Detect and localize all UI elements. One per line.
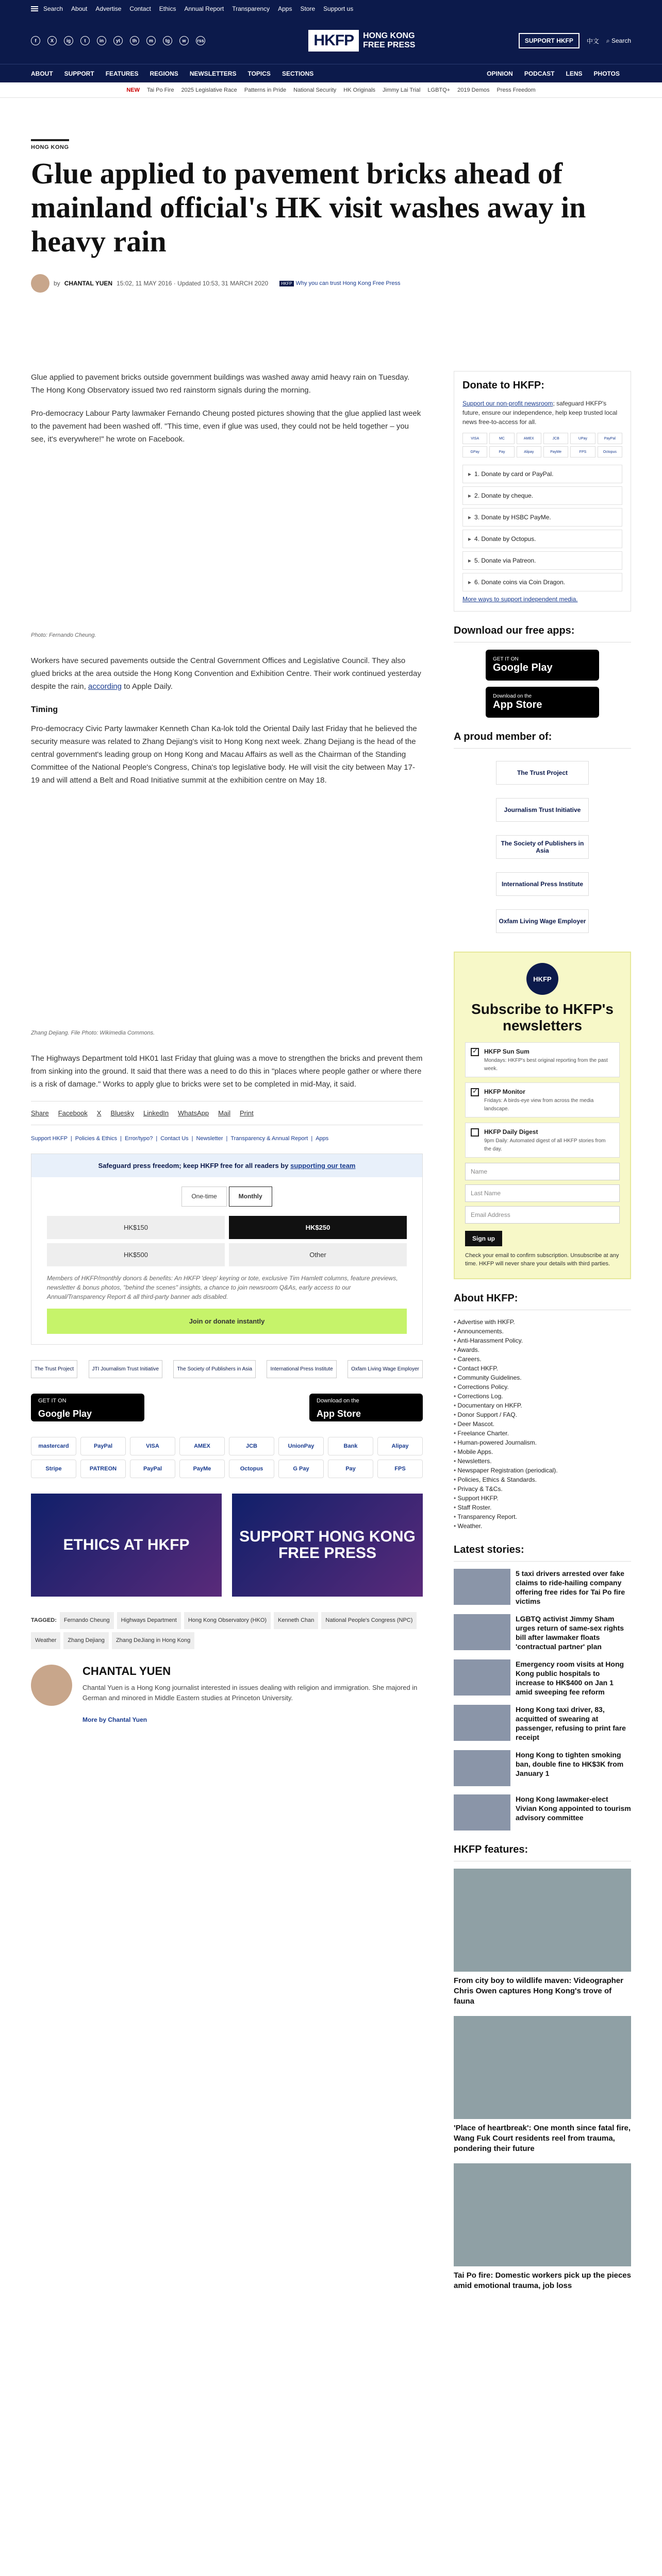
nav-photos[interactable]: PHOTOS (593, 70, 620, 77)
amount-option[interactable]: HK$150 (47, 1216, 225, 1239)
about-link[interactable]: • Human-powered Journalism. (454, 1438, 631, 1447)
payment-methods (31, 1437, 423, 1478)
payment-icon: Bank (328, 1437, 373, 1455)
header-actions (519, 33, 631, 48)
footer-link[interactable]: Contact Us (160, 1136, 189, 1142)
donate-title: Donate to HKFP: (462, 380, 544, 391)
sidebar-features (454, 1844, 631, 2291)
sidebar-google-play[interactable]: GET IT ON Google Play (486, 650, 599, 681)
share-linkedin[interactable]: LinkedIn (143, 1109, 169, 1117)
story-thumbnail[interactable] (454, 1750, 510, 1786)
payment-icon: AMEX (517, 433, 541, 444)
language-switch[interactable]: 中文 (586, 37, 599, 45)
latest-story[interactable] (454, 1614, 631, 1651)
ipi-logo[interactable]: International Press Institute (267, 1360, 336, 1378)
instagram-icon[interactable]: ig (64, 36, 73, 45)
donate-option[interactable]: ▸ 3. Donate by HSBC PayMe. (462, 508, 622, 527)
email-input[interactable]: Email Address (465, 1206, 620, 1224)
trending-item[interactable]: National Security (293, 87, 337, 93)
member-logo[interactable]: The Society of Publishers in Asia (496, 835, 589, 859)
topbar-support[interactable]: Support us (323, 5, 354, 12)
nav-lens[interactable]: LENS (566, 70, 583, 77)
topbar-about[interactable]: About (71, 5, 88, 12)
about-link[interactable]: • Deer Mascot. (454, 1419, 631, 1429)
rss-icon[interactable]: rss (196, 36, 205, 45)
sidebar-latest (454, 1544, 631, 1831)
footer-link[interactable]: Error/typo? (124, 1136, 153, 1142)
payment-icon: VISA (462, 433, 487, 444)
about-link[interactable]: • Policies, Ethics & Standards. (454, 1475, 631, 1484)
threads-icon[interactable]: th (130, 36, 139, 45)
payment-icon: Alipay (517, 446, 541, 457)
article-headline: Glue applied to pavement bricks ahead of mainland official's HK visit washes away in heavy rain (31, 157, 586, 258)
ethics-video-promo[interactable]: ETHICS AT HKFP (31, 1494, 222, 1597)
about-link[interactable]: • Advertise with HKFP. (454, 1317, 631, 1327)
payment-icon: AMEX (179, 1437, 225, 1455)
story-headline[interactable]: LGBTQ activist Jimmy Sham urges return of same-sex rights bill after lawmaker floats 'contractual partner' plan (516, 1615, 624, 1651)
tag[interactable]: Highways Department (117, 1612, 181, 1629)
whatsapp-icon[interactable]: w (179, 36, 189, 45)
latest-story[interactable] (454, 1705, 631, 1742)
feature-headline[interactable]: 'Place of heartbreak': One month since fatal fire, Wang Fuk Court residents reel from trauma, pondering their future (454, 2124, 631, 2153)
latest-story[interactable] (454, 1659, 631, 1697)
payment-icon: G Pay (278, 1460, 324, 1478)
member-logo[interactable]: The Trust Project (496, 761, 589, 785)
tags-label: TAGGED: (31, 1617, 57, 1623)
payment-icon: PayPal (130, 1460, 175, 1478)
share-facebook[interactable]: Facebook (58, 1109, 88, 1117)
app-badges (31, 1394, 423, 1421)
member-logo[interactable]: Oxfam Living Wage Employer (496, 909, 589, 933)
story-headline[interactable]: Hong Kong lawmaker-elect Vivian Kong appointed to tourism advisory committee (516, 1795, 631, 1822)
footer-link[interactable]: Transparency & Annual Report (230, 1136, 308, 1142)
article-header (31, 139, 631, 293)
donate-text: Support our non-profit newsroom; safeguard HKFP's future, ensure our independence, help keep trusted local news free-to-access for all. (462, 400, 618, 426)
sidebar (454, 371, 631, 2304)
about-link[interactable]: • Privacy & T&Cs. (454, 1484, 631, 1494)
share-x[interactable]: X (96, 1109, 102, 1117)
latest-title: Latest stories: (454, 1544, 631, 1562)
member-logos-row (31, 1360, 423, 1378)
about-list (454, 1317, 631, 1531)
author-avatar (31, 274, 49, 293)
hamburger-icon (31, 6, 38, 11)
about-link[interactable]: • Weather. (454, 1521, 631, 1531)
share-bluesky[interactable]: Bluesky (110, 1109, 134, 1117)
photo-caption: Photo: Fernando Cheung. (31, 632, 96, 638)
author-bio (31, 1665, 423, 1726)
newsletter-option[interactable]: ✓ HKFP Sun Sum Mondays: HKFP's best original reporting from the past week. (465, 1042, 620, 1077)
social-icons (31, 36, 205, 45)
article-photo-2 (31, 797, 423, 1024)
story-headline[interactable]: Hong Kong taxi driver, 83, acquitted of swearing at passenger, refusing to print fare receipt (516, 1705, 626, 1741)
tag[interactable]: Fernando Cheung (60, 1612, 114, 1629)
trust-link[interactable]: HKFP Why you can trust Hong Kong Free Press (279, 280, 400, 286)
article-photo-1 (31, 456, 423, 626)
topbar-apps[interactable]: Apps (278, 5, 292, 12)
story-headline[interactable]: Emergency room visits at Hong Kong public hospitals to increase to HK$400 on Jan 1 amid sweeping fee reform (516, 1660, 624, 1696)
main-nav (0, 64, 662, 82)
payment-icon: Octopus (229, 1460, 274, 1478)
tag[interactable]: Kenneth Chan (274, 1612, 318, 1629)
paragraph: Workers have secured pavements outside the Central Government Offices and Legislative Council. They also glued bricks at the area outside the Hong Kong Convention and Exhibition Centre. Their work continued yesterday despite the rain, according to Apple Daily. (31, 656, 421, 691)
trust-project-logo[interactable]: The Trust Project (31, 1360, 77, 1378)
x-icon[interactable]: X (47, 36, 57, 45)
trending-item[interactable]: 2019 Demos (457, 87, 490, 93)
share-bar (31, 1101, 423, 1125)
more-ways-link[interactable]: More ways to support independent media. (462, 596, 578, 603)
tag[interactable]: Zhang DeJiang in Hong Kong (112, 1632, 194, 1649)
share-mail[interactable]: Mail (218, 1109, 230, 1117)
new-badge: NEW (126, 87, 140, 93)
donate-option[interactable]: ▸ 1. Donate by card or PayPal. (462, 465, 622, 483)
paragraph: The Highways Department told HK01 last Friday that gluing was a move to strengthen the bricks and prevent them from sinking into the ground. It said that there was a need to do this in "places where people gather or where there is a risk of damage." Works to apply glue to bricks were set to be completed in mid-May, it said. (31, 1054, 423, 1089)
subheading: Timing (31, 705, 58, 714)
paragraph: Pro-democracy Labour Party lawmaker Fernando Cheung posted pictures showing that the glue applied last week to the pavement had been washed off. "This time, even if glue was used, they could not be held together – you see, it's everywhere!" he wrote on Facebook. (31, 409, 421, 444)
topbar-store[interactable]: Store (300, 5, 316, 12)
story-thumbnail[interactable] (454, 1659, 510, 1696)
payment-icon: PATREON (80, 1460, 126, 1478)
sidebar-apps (454, 625, 631, 718)
trending-item[interactable]: LGBTQ+ (427, 87, 451, 93)
payment-icon: Octopus (598, 446, 622, 457)
about-link[interactable]: • Announcements. (454, 1327, 631, 1336)
payment-icon: JCB (543, 433, 568, 444)
payment-icon: GPay (462, 446, 487, 457)
story-thumbnail[interactable] (454, 1794, 510, 1831)
section-label[interactable]: HONG KONG (31, 139, 69, 150)
author-photo (31, 1665, 72, 1706)
nav-features[interactable]: FEATURES (105, 70, 139, 77)
latest-story[interactable] (454, 1794, 631, 1831)
about-link[interactable]: • Anti-Harassment Policy. (454, 1336, 631, 1345)
frequency-toggle (31, 1187, 422, 1207)
trending-item[interactable]: Patterns in Pride (244, 87, 287, 93)
inline-link[interactable]: according (88, 682, 122, 691)
topbar-advertise[interactable]: Advertise (95, 5, 122, 12)
newsletter-option[interactable]: HKFP Daily Digest 9pm Daily: Automated digest of all HKFP stories from the day. (465, 1123, 620, 1158)
donate-banner-link[interactable]: supporting our team (290, 1162, 356, 1170)
share-print[interactable]: Print (239, 1109, 254, 1117)
payment-icon: JCB (229, 1437, 274, 1455)
payment-icon: Pay (328, 1460, 373, 1478)
nav-sections[interactable]: SECTIONS (282, 70, 314, 77)
jti-logo[interactable]: JTI Journalism Trust Initiative (89, 1360, 162, 1378)
story-thumbnail[interactable] (454, 1705, 510, 1741)
nav-newsletters[interactable]: NEWSLETTERS (189, 70, 237, 77)
byline (31, 274, 631, 293)
tag[interactable]: Zhang Dejiang (63, 1632, 109, 1649)
payment-icon: PayPal (80, 1437, 126, 1455)
nav-opinion[interactable]: OPINION (487, 70, 513, 77)
checkbox-checked-icon[interactable] (471, 1088, 479, 1096)
google-play-badge[interactable]: GET IT ON Google Play (31, 1394, 144, 1421)
payment-icon: FPS (570, 446, 595, 457)
checkbox-unchecked-icon[interactable] (471, 1128, 479, 1137)
about-link[interactable]: • Support HKFP. (454, 1494, 631, 1503)
donate-option[interactable]: ▸ 2. Donate by cheque. (462, 486, 622, 505)
amount-option-other[interactable]: Other (229, 1243, 407, 1266)
tiktok-icon[interactable]: tg (163, 36, 172, 45)
about-link[interactable]: • Transparency Report. (454, 1512, 631, 1521)
feature-story[interactable] (454, 2163, 631, 2291)
sidebar-app-store[interactable]: Download on the App Store (486, 687, 599, 718)
features-title: HKFP features: (454, 1844, 631, 1861)
nav-about[interactable]: ABOUT (31, 70, 53, 77)
about-link[interactable]: • Corrections Log. (454, 1392, 631, 1401)
about-link[interactable]: • Careers. (454, 1354, 631, 1364)
donate-banner: Safeguard press freedom; keep HKFP free for all readers by supporting our team (31, 1154, 422, 1177)
newsletter-note: Check your email to confirm subscription. Unsubscribe at any time. HKFP will never share your details with third parties. (465, 1252, 619, 1267)
payment-icon: Stripe (31, 1460, 76, 1478)
newsletter-signup (454, 952, 631, 1279)
sidebar-donate (454, 371, 631, 612)
donate-option[interactable]: ▸ 6. Donate coins via Coin Dragon. (462, 573, 622, 591)
nav-regions[interactable]: REGIONS (150, 70, 178, 77)
footer-link[interactable]: Apps (316, 1136, 329, 1142)
header-search[interactable]: ⌕ Search (606, 37, 631, 44)
freq-one-time[interactable]: One-time (181, 1187, 226, 1207)
about-link[interactable]: • Contact HKFP. (454, 1364, 631, 1373)
paragraph: Glue applied to pavement bricks outside government buildings was washed away amid heavy rain on Tuesday. The Hong Kong Observatory issued two red rainstorm signals during the morning. (31, 373, 410, 395)
members-title: A proud member of: (454, 731, 631, 749)
logo-mark: HKFP (308, 30, 359, 52)
trust-badge-icon: HKFP (279, 281, 293, 286)
sign-up-button[interactable]: Sign up (465, 1231, 502, 1246)
support-hkfp-button[interactable]: SUPPORT HKFP (519, 33, 580, 48)
photo-caption: Zhang Dejiang. File Photo: Wikimedia Commons. (31, 1030, 155, 1036)
name-input[interactable]: Name (465, 1163, 620, 1180)
amount-option[interactable]: HK$500 (47, 1243, 225, 1266)
topbar-transparency[interactable]: Transparency (232, 5, 270, 12)
feature-story[interactable] (454, 1869, 631, 2007)
payment-icon: Alipay (377, 1437, 423, 1455)
footer-link[interactable]: Policies & Ethics (75, 1136, 118, 1142)
last-name-input[interactable]: Last Name (465, 1184, 620, 1202)
feature-headline[interactable]: From city boy to wildlife maven: Videographer Chris Owen captures Hong Kong's trove of fauna (454, 1976, 623, 2006)
author-link[interactable]: CHANTAL YUEN (64, 280, 113, 287)
payment-icon: UPay (570, 433, 595, 444)
topbar-contact[interactable]: Contact (129, 5, 151, 12)
story-headline[interactable]: Hong Kong to tighten smoking ban, double fine to HK$3K from January 1 (516, 1751, 624, 1777)
payment-icon: PayPal (598, 433, 622, 444)
story-thumbnail[interactable] (454, 1614, 510, 1650)
member-logo[interactable]: International Press Institute (496, 872, 589, 896)
share-whatsapp[interactable]: WhatsApp (178, 1109, 209, 1117)
tag[interactable]: Weather (31, 1632, 60, 1649)
about-link[interactable]: • Staff Roster. (454, 1503, 631, 1512)
linkedin-icon[interactable]: in (97, 36, 106, 45)
payment-icon: PayMe (543, 446, 568, 457)
feature-image[interactable] (454, 2016, 631, 2119)
byline-prefix: by (54, 280, 60, 287)
youtube-icon[interactable]: yt (113, 36, 123, 45)
payment-icon: mastercard (31, 1437, 76, 1455)
article-dates: 15:02, 11 MAY 2016 · Updated 10:53, 31 MARCH 2020 (117, 280, 269, 287)
payment-icon: MC (489, 433, 514, 444)
author-bio-text: Chantal Yuen is a Hong Kong journalist interested in issues dealing with religion and immigration. She majored in German and minored in Middle Eastern studies at Princeton University. (82, 1684, 418, 1702)
nav-topics[interactable]: TOPICS (247, 70, 271, 77)
donate-payment-icons (462, 433, 622, 457)
story-headline[interactable]: 5 taxi drivers arrested over fake claims to ride-hailing company offering free rides for Tai Po fire victims (516, 1569, 625, 1605)
story-thumbnail[interactable] (454, 1569, 510, 1605)
brand-header (0, 18, 662, 64)
member-logo[interactable]: Journalism Trust Initiative (496, 798, 589, 822)
trending-item[interactable]: HK Originals (343, 87, 376, 93)
tag[interactable]: Hong Kong Observatory (HKO) (184, 1612, 271, 1629)
trending-item[interactable]: 2025 Legislative Race (181, 87, 237, 93)
trending-item[interactable]: Tai Po Fire (146, 87, 174, 93)
top-utility-bar (0, 0, 662, 18)
trending-bar (0, 82, 662, 98)
freq-monthly[interactable]: Monthly (229, 1187, 272, 1207)
about-link[interactable]: • Newspaper Registration (periodical). (454, 1466, 631, 1475)
telegram-icon[interactable]: t (80, 36, 90, 45)
about-link[interactable]: • Newsletters. (454, 1456, 631, 1466)
newsletter-option[interactable]: ✓ HKFP Monitor Fridays: A birds-eye view from across the media landscape. (465, 1082, 620, 1117)
article-body (31, 371, 423, 1726)
payment-icon: FPS (377, 1460, 423, 1478)
sopa-logo[interactable]: The Society of Publishers in Asia (173, 1360, 256, 1378)
latest-story[interactable] (454, 1569, 631, 1606)
amount-options (31, 1216, 422, 1266)
about-title: About HKFP: (454, 1293, 631, 1310)
feature-story[interactable] (454, 2016, 631, 2154)
share-label: Share (31, 1109, 49, 1117)
about-link[interactable]: • Community Guidelines. (454, 1373, 631, 1382)
inline-donate-widget (31, 1154, 423, 1345)
topbar-annual-report[interactable]: Annual Report (184, 5, 224, 12)
menu-search-button[interactable]: Search (31, 5, 63, 12)
article-tags (31, 1612, 423, 1649)
donate-text-link[interactable]: Support our non-profit newsroom (462, 400, 553, 407)
oxfam-logo[interactable]: Oxfam Living Wage Employer (347, 1360, 423, 1378)
footer-link[interactable]: Support HKFP (31, 1136, 68, 1142)
logo-text: HONG KONG FREE PRESS (363, 31, 416, 49)
sidebar-about (454, 1293, 631, 1531)
author-name[interactable]: CHANTAL YUEN (82, 1665, 171, 1677)
trending-item[interactable]: Press Freedom (496, 87, 536, 93)
donate-option[interactable]: ▸ 4. Donate by Octopus. (462, 530, 622, 548)
payment-icon: UnionPay (278, 1437, 324, 1455)
tag[interactable]: National People's Congress (NPC) (321, 1612, 417, 1629)
mastodon-icon[interactable]: m (146, 36, 156, 45)
latest-story[interactable] (454, 1750, 631, 1786)
payment-icon: Pay (489, 446, 514, 457)
checkbox-checked-icon[interactable] (471, 1048, 479, 1056)
facebook-icon[interactable]: f (31, 36, 40, 45)
about-link[interactable]: • Awards. (454, 1345, 631, 1354)
nav-support[interactable]: SUPPORT (64, 70, 94, 77)
newsletter-title: Subscribe to HKFP's newsletters (471, 1001, 614, 1033)
support-video-promo[interactable]: SUPPORT HONG KONG FREE PRESS (232, 1494, 423, 1597)
about-link[interactable]: • Corrections Policy. (454, 1382, 631, 1392)
payment-icon: PayMe (179, 1460, 225, 1478)
trending-item[interactable]: Jimmy Lai Trial (383, 87, 421, 93)
site-logo[interactable] (205, 30, 519, 52)
article-footer-links: Support HKFP | Policies & Ethics | Error/typo? | Contact Us | Newsletter | Transparency & Annual Report | Apps (31, 1132, 423, 1145)
member-benefits: Members of HKFP/monthly donors & benefits: An HKFP 'deep' keyring or tote, exclusive Tim Hamlett columns, feature previews, newsletter & bonus photos, "behind the scenes" insights, a chance to join newsroom Q&As, early access to our Annual/Transparency Report & all third-party banner ads disabled. (47, 1275, 398, 1300)
more-by-author-link[interactable]: More by Chantal Yuen (82, 1716, 147, 1723)
footer-link[interactable]: Newsletter (196, 1136, 223, 1142)
nav-podcast[interactable]: PODCAST (524, 70, 555, 77)
apps-title: Download our free apps: (454, 625, 631, 642)
app-store-badge[interactable]: Download on the App Store (309, 1394, 423, 1421)
feature-headline[interactable]: Tai Po fire: Domestic workers pick up the pieces amid emotional trauma, job loss (454, 2271, 631, 2290)
sidebar-members (454, 731, 631, 938)
about-link[interactable]: • Documentary on HKFP. (454, 1401, 631, 1410)
newsletter-logo: HKFP (526, 963, 558, 995)
topbar-ethics[interactable]: Ethics (159, 5, 176, 12)
about-link[interactable]: • Mobile Apps. (454, 1447, 631, 1456)
amount-option-selected[interactable]: HK$250 (229, 1216, 407, 1239)
about-link[interactable]: • Donor Support / FAQ. (454, 1410, 631, 1419)
about-link[interactable]: • Freelance Charter. (454, 1429, 631, 1438)
join-donate-button[interactable]: Join or donate instantly (47, 1309, 407, 1334)
paragraph: Pro-democracy Civic Party lawmaker Kenneth Chan Ka-lok told the Oriental Daily last Friday that he believed the security measure was related to Zhang Dejiang's visit to Hong Kong next week. Zhang Dejiang is the head of the central government's leading group on Hong Kong and Macau Affairs as well as the Chairman of the Standing Committee of the National People's Congress, China's top legislative body. He will visit the city between May 17-19 and will attend a Belt and Road Initiative summit at the exhibition centre on May 18. (31, 724, 417, 785)
feature-image[interactable] (454, 1869, 631, 1972)
feature-image[interactable] (454, 2163, 631, 2266)
promo-videos (31, 1494, 423, 1597)
payment-icon: VISA (130, 1437, 175, 1455)
donate-option[interactable]: ▸ 5. Donate via Patreon. (462, 551, 622, 570)
